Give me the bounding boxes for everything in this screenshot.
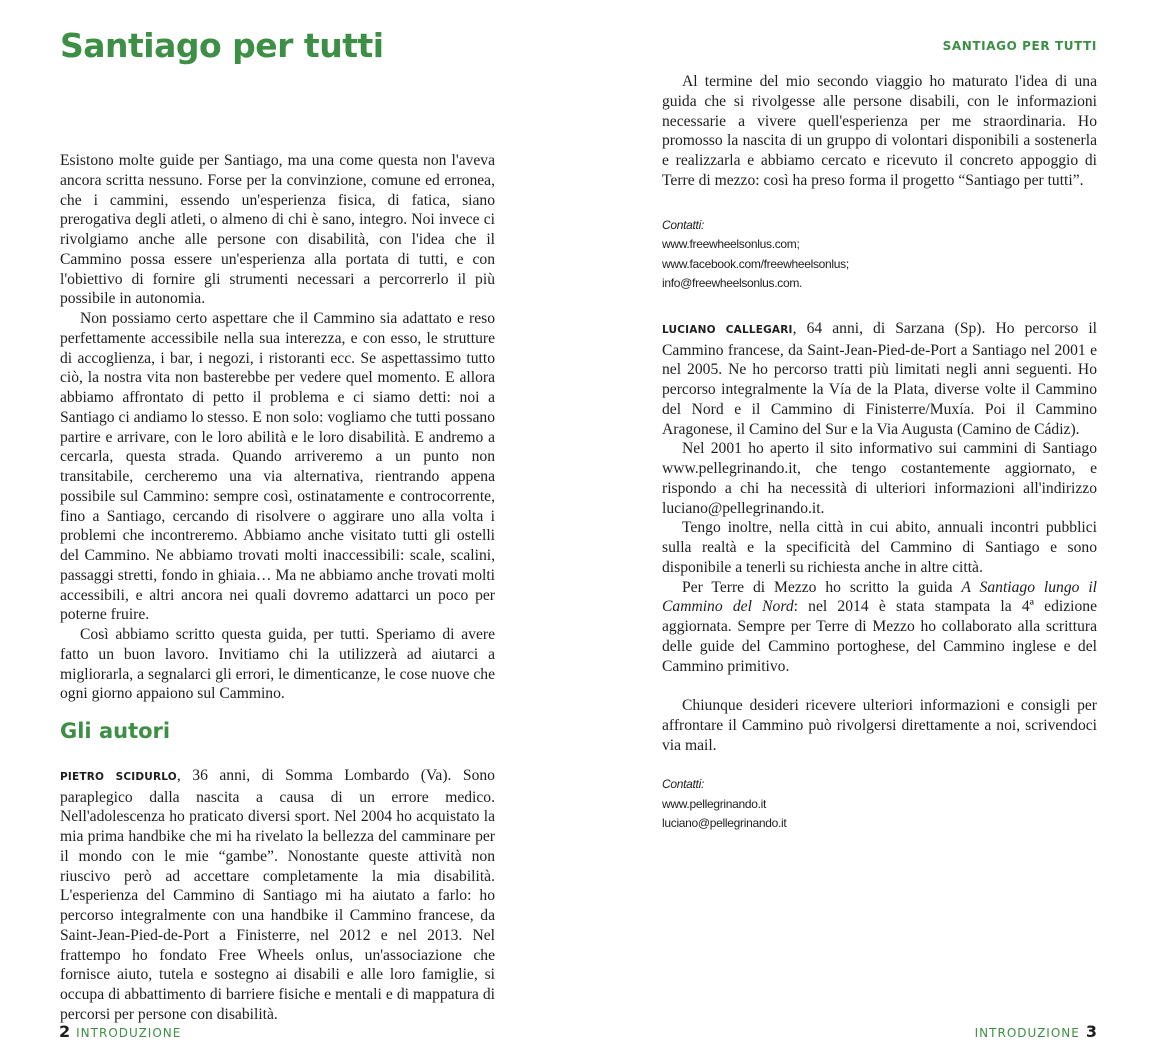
contact-link-website[interactable]: www.freewheelsonlus.com; xyxy=(662,237,800,252)
section-label-right: INTRODUZIONE xyxy=(974,1026,1080,1040)
project-origin-paragraph: Al termine del mio secondo viaggio ho maturato l'idea di una guida che si rivolgesse alle persone disabili, con le informazioni necessarie a vivere quell'esperienza per me straordinaria. Ho promosso la nascita di un gruppo di volontari disponibili a sostenerla e realizzarla e abbiamo cercato e ricevuto il concreto appoggio di Terre di mezzo: così ha preso forma il progetto “Santiago per tutti”. xyxy=(662,73,1097,189)
author-bio-luciano-p4 xyxy=(662,578,1097,677)
folio-left xyxy=(59,1022,181,1041)
book-title: A Santiago lungo il Cammino del Nord xyxy=(662,578,1097,616)
author-bio-luciano-p2: Nel 2001 ho aperto il sito informativo sui cammini di Santiago www.pellegrinando.it, che tengo costantemente aggiornato, e rispondo a chi ha necessità di ulteriori informazioni all'indirizzo luciano@pellegrinando.it. xyxy=(662,440,1097,517)
intro-paragraph-3: Così abbiamo scritto questa guida, per tutti. Speriamo di avere fatto un buon lavoro. Invitiamo chi la utilizzerà ad aiutarci a migliorarla, a segnalarci gli errori, le dimenticanze, le cose nuove che ogni giorno appaiono sul Cammino. xyxy=(60,626,495,703)
authors-heading: Gli autori xyxy=(60,719,171,743)
contact-link-website[interactable]: www.pellegrinando.it xyxy=(662,796,767,811)
p4-text-before: Per Terre di Mezzo ho scritto la guida xyxy=(682,578,962,596)
closing-paragraph: Chiunque desideri ricevere ulteriori informazioni e consigli per affrontare il Cammino può rivolgersi direttamente a noi, scrivendoci via mail. xyxy=(662,697,1097,754)
contact-link-email[interactable]: luciano@pellegrinando.it xyxy=(662,816,787,831)
intro-paragraph-2: Non possiamo certo aspettare che il Cammino sia adattato e reso perfettamente accessibile nella sua interezza, e con esso, le strutture di accoglienza, i bar, i negozi, i ristoranti ecc. Se aspettassimo tutto ciò, la nostra vita non basterebbe per vedere quel momento. E allora abbiamo affrontato di petto il problema e ci siamo detti: noi a Santiago ci andiamo lo stesso. E non solo: vogliamo che tutti possano partire e arrivare, con le loro abilità e le loro disabilità. E andremo a cercarla, questa strada. Quando arriveremo a un punto non transitabile, cercheremo una via alternativa, rientrando appena possibile sul Cammino: sempre così, ostinatamente e controcorrente, fino a Santiago, cercando di risolvere o aggirare uno alla volta i problemi che incontreremo. Abbiamo anche visitato tutti gli ostelli del Cammino. Ne abbiamo trovati molti inaccessibili: scale, scalini, passaggi stretti, fondo in ghiaia… Ma ne abbiamo anche trovati molti accessibili, e altri ancora nei quali dovremo adattarci un poco per poterne fruire. xyxy=(60,310,495,624)
author-bio-pietro xyxy=(60,766,495,1025)
author-bio-luciano-p3: Tengo inoltre, nella città in cui abito, annuali incontri pubblici sulla realtà e la specificità del Cammino di Santiago e sono disponibile a tenerli su richiesta anche in altre città. xyxy=(662,519,1097,576)
running-head: SANTIAGO PER TUTTI xyxy=(942,39,1097,53)
right-page-column xyxy=(662,72,1097,834)
author-bio-pietro-text: , 36 anni, di Somma Lombardo (Va). Sono paraplegico dalla nascita a causa di un errore medico. Nell'adolescenza ho praticato diversi sport. Nel 2004 ho acquistato la mia prima handbike che mi ha rivelato la bellezza del camminare per il mondo con le mie “gambe”. Nonostante queste attività non riuscivo però ad accettare completamente la mia disabilità. L'esperienza del Cammino di Santiago mi ha aiutato a farlo: ho percorso integralmente con una handbike il Cammino francese, da Saint-Jean-Pied-de-Port a Finisterre, nel 2012 e nel 2013. Nel frattempo ho fondato Free Wheels onlus, un'associazione che fornisce aiuto, tutela e sostegno ai disabili e alle loro famiglie, si occupa di abbattimento di barriere fisiche e mentali e di mappatura di percorsi per persone con disabilità. xyxy=(60,766,495,1023)
section-label-left: INTRODUZIONE xyxy=(76,1026,182,1040)
contact-link-email[interactable]: info@freewheelsonlus.com. xyxy=(662,276,803,291)
folio-right xyxy=(975,1022,1097,1041)
page-title: Santiago per tutti xyxy=(60,26,384,65)
intro-paragraph-1: Esistono molte guide per Santiago, ma una come questa non l'aveva ancora scritta nessuno. Forse per la convinzione, comune ed erronea, che i cammini, essendo un'esperienza fisica, di fatica, siano prerogativa degli atleti, o almeno di chi è sano, integro. Noi invece ci rivolgiamo anche alle persone con disabilità, con l'idea che il Cammino possa essere un'esperienza alla portata di tutti, e con l'obiettivo di fornire gli strumenti necessari a percorrerlo il più possibile in autonomia. xyxy=(60,152,495,308)
p4-text-after: : nel 2014 è stata stampata la 4ª edizione aggiornata. Sempre per Terre di Mezzo ho collaborato alla scrittura delle guide del Cammino portoghese, del Cammino inglese e del Cammino primitivo. xyxy=(662,598,1098,675)
contact-link-facebook[interactable]: www.facebook.com/freewheelsonlus; xyxy=(662,256,849,271)
contacts-label: Contatti: xyxy=(662,217,704,232)
page-number-left: 2 xyxy=(59,1022,71,1041)
page-number-right: 3 xyxy=(1085,1022,1097,1041)
left-page-column xyxy=(60,151,495,1025)
contacts-freewheels xyxy=(662,216,1097,294)
author-name-luciano: LUCIANO CALLEGARI xyxy=(662,323,793,336)
author-bio-luciano-text: , 64 anni, di Sarzana (Sp). Ho percorso il Cammino francese, da Saint-Jean-Pied-de-Port a Santiago nel 2001 e nel 2005. Ne ho percorso tratti più limitati negli anni seguenti. Ho percorso integralmente la Vía de la Plata, diverse volte il Cammino del Nord e il Cammino di Finisterre/Muxía. Poi il Cammino Aragonese, il Camino del Sur e la Via Augusta (Camino de Cádiz). xyxy=(662,319,1097,438)
contacts-label: Contatti: xyxy=(662,777,704,792)
author-name-pietro: PIETRO SCIDURLO xyxy=(60,770,177,783)
author-bio-luciano xyxy=(662,319,1097,440)
contacts-pellegrinando xyxy=(662,775,1097,834)
